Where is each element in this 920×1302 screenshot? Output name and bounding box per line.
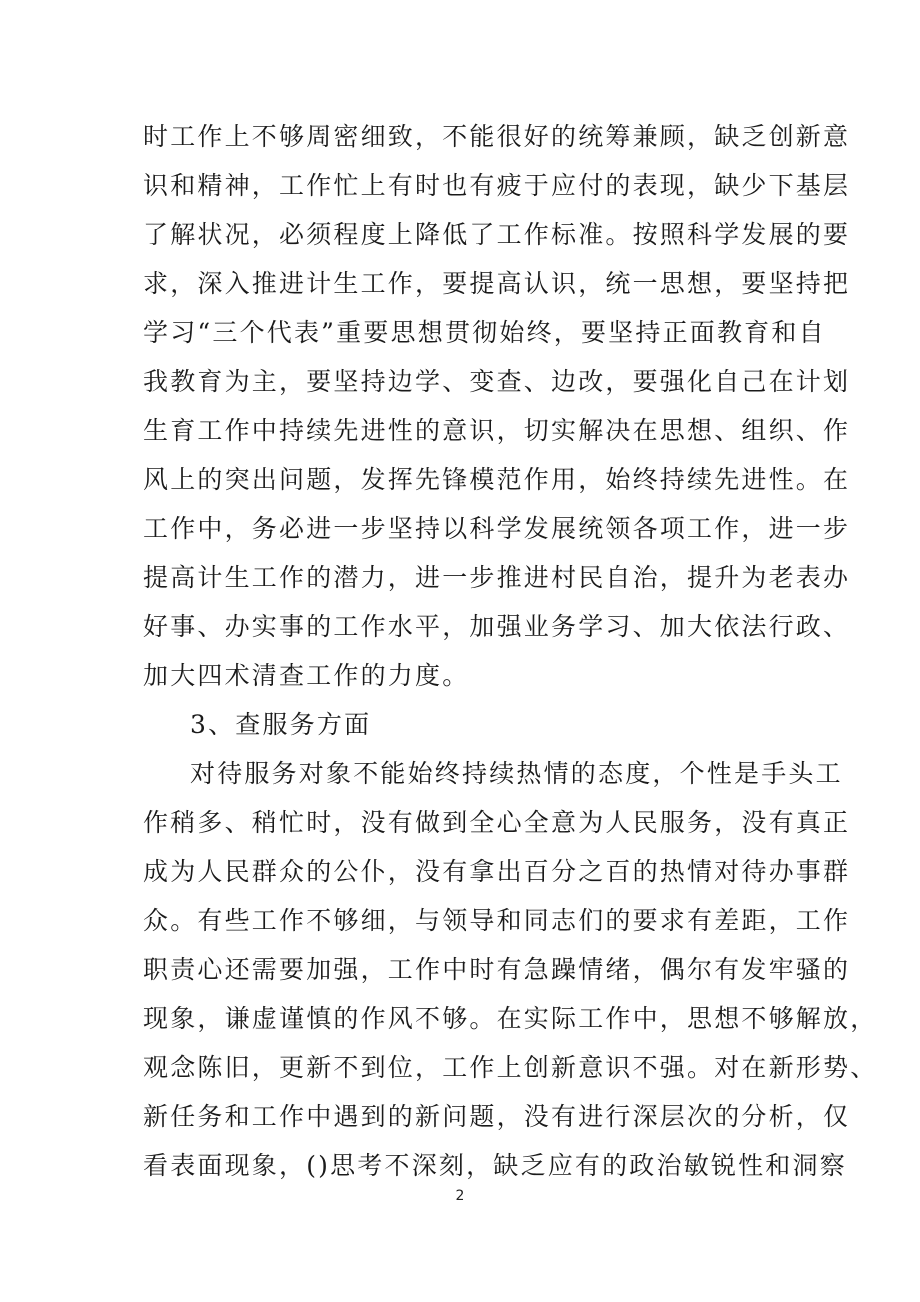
text-line: 加大四术清查工作的力度。	[143, 661, 470, 690]
text-line: 我教育为主，要坚持边学、变查、边改，要强化自己在计划	[143, 367, 851, 396]
text-line: 好事、办实事的工作水平，加强业务学习、加大依法行政、	[143, 612, 851, 641]
text-line: 现象，谦虚谨慎的作风不够。在实际工作中，思想不够解放，	[143, 1004, 878, 1033]
text-line: 新任务和工作中遇到的新问题，没有进行深层次的分析，仅	[143, 1102, 851, 1131]
text-line: 看表面现象，()思考不深刻，缺乏应有的政治敏锐性和洞察	[143, 1151, 847, 1180]
text-line: 识和精神，工作忙上有时也有疲于应付的表现，缺少下基层	[143, 171, 851, 200]
text-line: 众。有些工作不够细，与领导和同志们的要求有差距，工作	[143, 906, 851, 935]
text-line: 对待服务对象不能始终持续热情的态度，个性是手头工	[190, 759, 843, 788]
text-line: 提高计生工作的潜力，进一步推进村民自治，提升为老表办	[143, 563, 851, 592]
text-line: 工作中，务必进一步坚持以科学发展统领各项工作，进一步	[143, 514, 851, 543]
text-line: 成为人民群众的公仆，没有拿出百分之百的热情对待办事群	[143, 857, 851, 886]
text-line: 作稍多、稍忙时，没有做到全心全意为人民服务，没有真正	[143, 808, 851, 837]
page-number: 2	[455, 1188, 465, 1204]
text-line: 风上的突出问题，发挥先锋模范作用，始终持续先进性。在	[143, 465, 851, 494]
section-heading: 3、查服务方面	[190, 710, 372, 739]
text-line: 学习“三个代表”重要思想贯彻始终，要坚持正面教育和自	[143, 318, 826, 347]
text-line: 观念陈旧，更新不到位，工作上创新意识不强。对在新形势、	[143, 1053, 878, 1082]
text-line: 时工作上不够周密细致，不能很好的统筹兼顾，缺乏创新意	[143, 122, 851, 151]
text-line: 求，深入推进计生工作，要提高认识，统一思想，要坚持把	[143, 269, 851, 298]
text-line: 了解状况，必须程度上降低了工作标准。按照科学发展的要	[143, 220, 851, 249]
text-line: 生育工作中持续先进性的意识，切实解决在思想、组织、作	[143, 416, 851, 445]
text-line: 职责心还需要加强，工作中时有急躁情绪，偶尔有发牢骚的	[143, 955, 851, 984]
